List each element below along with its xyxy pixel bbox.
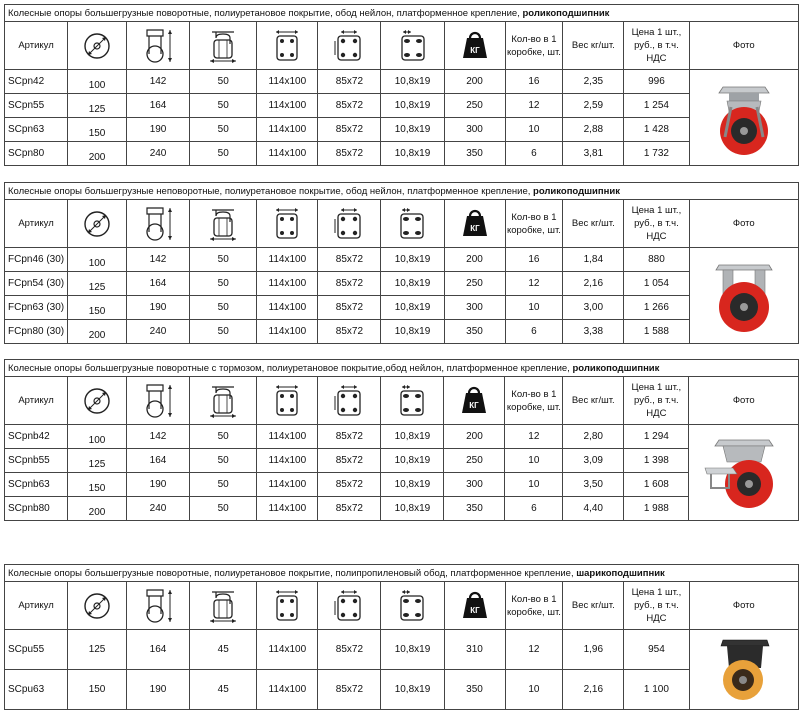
table-row (5, 425, 799, 449)
cell-box: 6 (505, 142, 563, 166)
cell-holes: 85x72 (318, 272, 381, 296)
cell-box: 12 (505, 94, 563, 118)
cell-width: 50 (190, 497, 257, 521)
table-row (5, 118, 799, 142)
cell-weight: 3,38 (563, 320, 624, 344)
header-price: Цена 1 шт., руб., в т.ч. НДС (624, 200, 689, 248)
cell-price: 1 294 (624, 425, 689, 449)
cell-price: 1 428 (624, 118, 689, 142)
cell-width: 50 (190, 425, 257, 449)
cell-load: 200 (444, 70, 505, 94)
cell-weight: 2,59 (563, 94, 624, 118)
cell-bolt: 10,8x19 (381, 473, 444, 497)
cell-article: FCpn63 (30) (5, 296, 68, 320)
table-row (5, 272, 799, 296)
bolt-hole-icon (397, 29, 429, 63)
cell-diameter: 150 (68, 296, 127, 320)
wheel-diameter-icon-cell (68, 22, 127, 70)
cell-width: 50 (190, 248, 257, 272)
wheel-height-icon-cell (126, 22, 189, 70)
cell-price: 1 988 (624, 497, 689, 521)
cell-diameter: 200 (68, 142, 127, 166)
bolt-hole-icon-cell (381, 377, 444, 425)
load-capacity-icon (459, 30, 491, 62)
cell-height: 190 (126, 670, 189, 710)
cell-height: 164 (126, 272, 189, 296)
cell-box: 16 (505, 70, 563, 94)
bolt-hole-icon-cell (381, 200, 444, 248)
cell-diameter: 150 (68, 473, 127, 497)
swivel-caster-photo (709, 77, 779, 159)
table-row (5, 630, 799, 670)
table-row (5, 94, 799, 118)
hole-spacing-icon (333, 384, 365, 418)
table-row (5, 142, 799, 166)
cell-diameter: 100 (68, 70, 127, 94)
header-weight: Вес кг/шт. (563, 22, 624, 70)
mounting-plate-icon (272, 589, 302, 623)
header-article: Артикул (5, 582, 68, 630)
cell-article: SCpnb63 (5, 473, 68, 497)
header-photo: Фото (689, 582, 798, 630)
cell-width: 50 (190, 272, 257, 296)
cell-width: 50 (190, 70, 257, 94)
cell-box: 12 (505, 425, 563, 449)
header-weight: Вес кг/шт. (563, 377, 624, 425)
cell-holes: 85x72 (318, 296, 381, 320)
cell-holes: 85x72 (318, 248, 381, 272)
cell-article: SCpn55 (5, 94, 68, 118)
cell-height: 142 (126, 425, 189, 449)
cell-bolt: 10,8x19 (381, 497, 444, 521)
cell-width: 50 (190, 142, 257, 166)
cell-price: 1 054 (624, 272, 689, 296)
cell-bolt: 10,8x19 (381, 70, 444, 94)
product-table (4, 4, 799, 166)
cell-load: 250 (444, 94, 505, 118)
table-title (5, 565, 799, 582)
wheel-diameter-icon (82, 385, 112, 417)
table-title-row (5, 5, 799, 22)
svg-text:КГ: КГ (469, 605, 480, 615)
cell-weight: 2,80 (563, 425, 624, 449)
cell-load: 350 (444, 670, 505, 710)
table-row (5, 70, 799, 94)
table-row (5, 473, 799, 497)
cell-price: 1 398 (624, 449, 689, 473)
cell-holes: 85x72 (318, 670, 381, 710)
cell-load: 200 (444, 248, 505, 272)
cell-diameter: 150 (68, 118, 127, 142)
cell-article: SCpnb42 (5, 425, 68, 449)
cell-width: 50 (190, 473, 257, 497)
cell-holes: 85x72 (318, 473, 381, 497)
header-photo: Фото (689, 22, 798, 70)
cell-plate: 114x100 (257, 449, 318, 473)
header-box: Кол-во в 1 коробке, шт. (505, 377, 563, 425)
fixed-caster-photo (709, 255, 779, 337)
load-capacity-icon (459, 590, 491, 622)
cell-holes: 85x72 (318, 497, 381, 521)
cell-diameter: 200 (68, 497, 127, 521)
wheel-diameter-icon (82, 208, 112, 240)
header-row (5, 582, 799, 630)
cell-article: SCpu63 (5, 670, 68, 710)
mounting-plate-icon (272, 207, 302, 241)
table-row (5, 670, 799, 710)
cell-bolt: 10,8x19 (381, 320, 444, 344)
cell-box: 12 (505, 272, 563, 296)
cell-bolt: 10,8x19 (381, 94, 444, 118)
table-row (5, 449, 799, 473)
mounting-plate-icon (272, 384, 302, 418)
cell-holes: 85x72 (318, 118, 381, 142)
wheel-width-icon-cell (190, 582, 257, 630)
table-title-text: Колесные опоры большегрузные неповоротные, полиуретановое покрытие, обод нейлон, платформенное крепление, (8, 185, 534, 197)
hole-spacing-icon (333, 589, 365, 623)
hole-spacing-icon-cell (318, 582, 381, 630)
cell-article: SCpnb55 (5, 449, 68, 473)
cell-weight: 3,81 (563, 142, 624, 166)
table-row (5, 248, 799, 272)
cell-load: 250 (444, 449, 505, 473)
wheel-width-icon (206, 588, 240, 624)
cell-width: 50 (190, 320, 257, 344)
cell-diameter: 100 (68, 425, 127, 449)
cell-article: FCpn80 (30) (5, 320, 68, 344)
table-title (5, 183, 799, 200)
cell-diameter: 125 (68, 449, 127, 473)
cell-load: 300 (444, 296, 505, 320)
cell-holes: 85x72 (318, 70, 381, 94)
product-photo-cell (689, 630, 798, 710)
cell-bolt: 10,8x19 (381, 118, 444, 142)
wheel-height-icon (141, 206, 175, 242)
cell-load: 250 (444, 272, 505, 296)
wheel-diameter-icon-cell (68, 200, 127, 248)
wheel-diameter-icon-cell (68, 582, 127, 630)
cell-load: 300 (444, 118, 505, 142)
cell-height: 240 (126, 320, 189, 344)
cell-width: 50 (190, 296, 257, 320)
table-title (5, 5, 799, 22)
cell-box: 10 (505, 118, 563, 142)
yellow-caster-photo (709, 636, 779, 704)
bearing-type: роликоподшипник (572, 362, 660, 374)
cell-plate: 114x100 (257, 425, 318, 449)
cell-holes: 85x72 (318, 142, 381, 166)
cell-article: SCpnb80 (5, 497, 68, 521)
header-row (5, 200, 799, 248)
cell-plate: 114x100 (257, 473, 318, 497)
cell-weight: 1,84 (563, 248, 624, 272)
svg-text:КГ: КГ (469, 400, 480, 410)
table-row (5, 296, 799, 320)
cell-bolt: 10,8x19 (381, 670, 444, 710)
mounting-plate-icon-cell (257, 22, 318, 70)
hole-spacing-icon-cell (318, 200, 381, 248)
cell-price: 1 732 (624, 142, 689, 166)
cell-plate: 114x100 (257, 630, 318, 670)
wheel-width-icon (206, 206, 240, 242)
header-photo: Фото (689, 377, 799, 425)
cell-plate: 114x100 (257, 94, 318, 118)
cell-load: 300 (444, 473, 505, 497)
table-row (5, 497, 799, 521)
cell-plate: 114x100 (257, 142, 318, 166)
cell-plate: 114x100 (257, 248, 318, 272)
svg-text:КГ: КГ (469, 223, 480, 233)
load-capacity-icon-cell (444, 200, 505, 248)
cell-box: 10 (505, 473, 563, 497)
header-row (5, 377, 799, 425)
header-article: Артикул (5, 377, 68, 425)
cell-diameter: 200 (68, 320, 127, 344)
wheel-height-icon-cell (126, 377, 189, 425)
cell-load: 310 (444, 630, 505, 670)
cell-plate: 114x100 (257, 70, 318, 94)
header-box: Кол-во в 1 коробке, шт. (505, 22, 563, 70)
cell-box: 6 (505, 497, 563, 521)
table-title-row (5, 360, 799, 377)
table-title (5, 360, 799, 377)
cell-plate: 114x100 (257, 272, 318, 296)
wheel-diameter-icon (82, 590, 112, 622)
table-title-text: Колесные опоры большегрузные поворотные, полиуретановое покрытие, полипропиленовый обод, платформенное крепление, (8, 567, 577, 579)
wheel-height-icon (141, 28, 175, 64)
cell-height: 142 (126, 248, 189, 272)
cell-bolt: 10,8x19 (381, 630, 444, 670)
header-row (5, 22, 799, 70)
table-title-text: Колесные опоры большегрузные поворотные с тормозом, полиуретановое покрытие,обод нейлон, платформенное крепление, (8, 362, 573, 374)
header-box: Кол-во в 1 коробке, шт. (505, 200, 563, 248)
cell-article: FCpn46 (30) (5, 248, 68, 272)
cell-weight: 3,09 (563, 449, 624, 473)
product-table (4, 564, 799, 710)
table-row (5, 320, 799, 344)
cell-weight: 2,16 (563, 272, 624, 296)
bearing-type: роликоподшипник (533, 185, 620, 197)
cell-article: SCpu55 (5, 630, 68, 670)
cell-width: 45 (190, 630, 257, 670)
bearing-type: роликоподшипник (522, 7, 610, 19)
cell-price: 996 (624, 70, 689, 94)
mounting-plate-icon-cell (257, 582, 318, 630)
header-photo: Фото (689, 200, 798, 248)
load-capacity-icon (458, 385, 490, 417)
cell-holes: 85x72 (318, 630, 381, 670)
cell-height: 190 (126, 118, 189, 142)
cell-height: 164 (126, 94, 189, 118)
cell-diameter: 125 (68, 630, 127, 670)
wheel-height-icon (141, 588, 175, 624)
cell-price: 1 254 (624, 94, 689, 118)
cell-article: SCpn42 (5, 70, 68, 94)
cell-height: 190 (126, 296, 189, 320)
brake-caster-photo (699, 432, 789, 514)
cell-weight: 2,35 (563, 70, 624, 94)
bolt-hole-icon (396, 384, 428, 418)
product-table (4, 182, 799, 344)
cell-weight: 3,50 (563, 473, 624, 497)
header-price: Цена 1 шт., руб., в т.ч. НДС (624, 582, 689, 630)
wheel-diameter-icon (82, 30, 112, 62)
cell-diameter: 150 (68, 670, 127, 710)
cell-article: SCpn80 (5, 142, 68, 166)
cell-weight: 3,00 (563, 296, 624, 320)
wheel-height-icon (141, 383, 175, 419)
cell-price: 954 (624, 630, 689, 670)
header-weight: Вес кг/шт. (563, 200, 624, 248)
cell-weight: 2,16 (563, 670, 624, 710)
cell-weight: 4,40 (563, 497, 624, 521)
cell-box: 12 (505, 630, 563, 670)
bolt-hole-icon-cell (381, 22, 444, 70)
table-title-row (5, 565, 799, 582)
cell-diameter: 125 (68, 272, 127, 296)
wheel-height-icon-cell (126, 200, 189, 248)
product-photo-cell (689, 70, 798, 166)
load-capacity-icon (459, 208, 491, 240)
cell-load: 350 (444, 497, 505, 521)
cell-price: 1 100 (624, 670, 689, 710)
svg-text:КГ: КГ (469, 45, 480, 55)
cell-holes: 85x72 (318, 94, 381, 118)
load-capacity-icon-cell (444, 582, 505, 630)
cell-load: 350 (444, 142, 505, 166)
header-article: Артикул (5, 200, 68, 248)
cell-plate: 114x100 (257, 320, 318, 344)
mounting-plate-icon (272, 29, 302, 63)
cell-price: 880 (624, 248, 689, 272)
cell-box: 6 (505, 320, 563, 344)
cell-bolt: 10,8x19 (381, 142, 444, 166)
cell-holes: 85x72 (318, 425, 381, 449)
wheel-height-icon-cell (126, 582, 189, 630)
mounting-plate-icon-cell (257, 200, 318, 248)
cell-width: 50 (190, 94, 257, 118)
header-article: Артикул (5, 22, 68, 70)
cell-bolt: 10,8x19 (381, 248, 444, 272)
cell-height: 240 (126, 497, 189, 521)
table-title-row (5, 183, 799, 200)
cell-box: 10 (505, 670, 563, 710)
cell-weight: 2,88 (563, 118, 624, 142)
hole-spacing-icon (333, 207, 365, 241)
product-photo-cell (689, 248, 798, 344)
cell-width: 45 (190, 670, 257, 710)
cell-plate: 114x100 (257, 497, 318, 521)
cell-load: 200 (444, 425, 505, 449)
load-capacity-icon-cell (444, 22, 505, 70)
product-photo-cell (689, 425, 799, 521)
cell-box: 16 (505, 248, 563, 272)
wheel-width-icon-cell (190, 200, 257, 248)
cell-bolt: 10,8x19 (381, 425, 444, 449)
table-title-text: Колесные опоры большегрузные поворотные, полиуретановое покрытие, обод нейлон, платформенное крепление, (8, 7, 523, 19)
cell-article: FCpn54 (30) (5, 272, 68, 296)
product-table (4, 359, 799, 521)
cell-price: 1 266 (624, 296, 689, 320)
bolt-hole-icon-cell (381, 582, 444, 630)
header-weight: Вес кг/шт. (563, 582, 624, 630)
bearing-type: шарикоподшипник (576, 567, 665, 579)
cell-bolt: 10,8x19 (381, 272, 444, 296)
bolt-hole-icon (396, 207, 428, 241)
cell-height: 190 (126, 473, 189, 497)
cell-diameter: 125 (68, 94, 127, 118)
bolt-hole-icon (396, 589, 428, 623)
wheel-width-icon (206, 383, 240, 419)
cell-price: 1 588 (624, 320, 689, 344)
cell-holes: 85x72 (318, 449, 381, 473)
hole-spacing-icon-cell (318, 377, 381, 425)
cell-width: 50 (190, 118, 257, 142)
load-capacity-icon-cell (444, 377, 505, 425)
mounting-plate-icon-cell (257, 377, 318, 425)
cell-holes: 85x72 (318, 320, 381, 344)
cell-bolt: 10,8x19 (381, 296, 444, 320)
cell-bolt: 10,8x19 (381, 449, 444, 473)
header-price: Цена 1 шт., руб., в т.ч. НДС (624, 22, 689, 70)
hole-spacing-icon-cell (318, 22, 381, 70)
cell-weight: 1,96 (563, 630, 624, 670)
cell-height: 164 (126, 630, 189, 670)
cell-article: SCpn63 (5, 118, 68, 142)
hole-spacing-icon (333, 29, 365, 63)
header-price: Цена 1 шт., руб., в т.ч. НДС (624, 377, 689, 425)
wheel-width-icon (206, 28, 240, 64)
wheel-diameter-icon-cell (68, 377, 127, 425)
cell-load: 350 (444, 320, 505, 344)
cell-height: 164 (126, 449, 189, 473)
cell-price: 1 608 (624, 473, 689, 497)
wheel-width-icon-cell (190, 377, 257, 425)
header-box: Кол-во в 1 коробке, шт. (505, 582, 563, 630)
wheel-width-icon-cell (190, 22, 257, 70)
cell-height: 240 (126, 142, 189, 166)
cell-height: 142 (126, 70, 189, 94)
cell-plate: 114x100 (257, 296, 318, 320)
cell-box: 10 (505, 296, 563, 320)
cell-plate: 114x100 (257, 670, 318, 710)
cell-box: 10 (505, 449, 563, 473)
cell-plate: 114x100 (257, 118, 318, 142)
cell-width: 50 (190, 449, 257, 473)
cell-diameter: 100 (68, 248, 127, 272)
